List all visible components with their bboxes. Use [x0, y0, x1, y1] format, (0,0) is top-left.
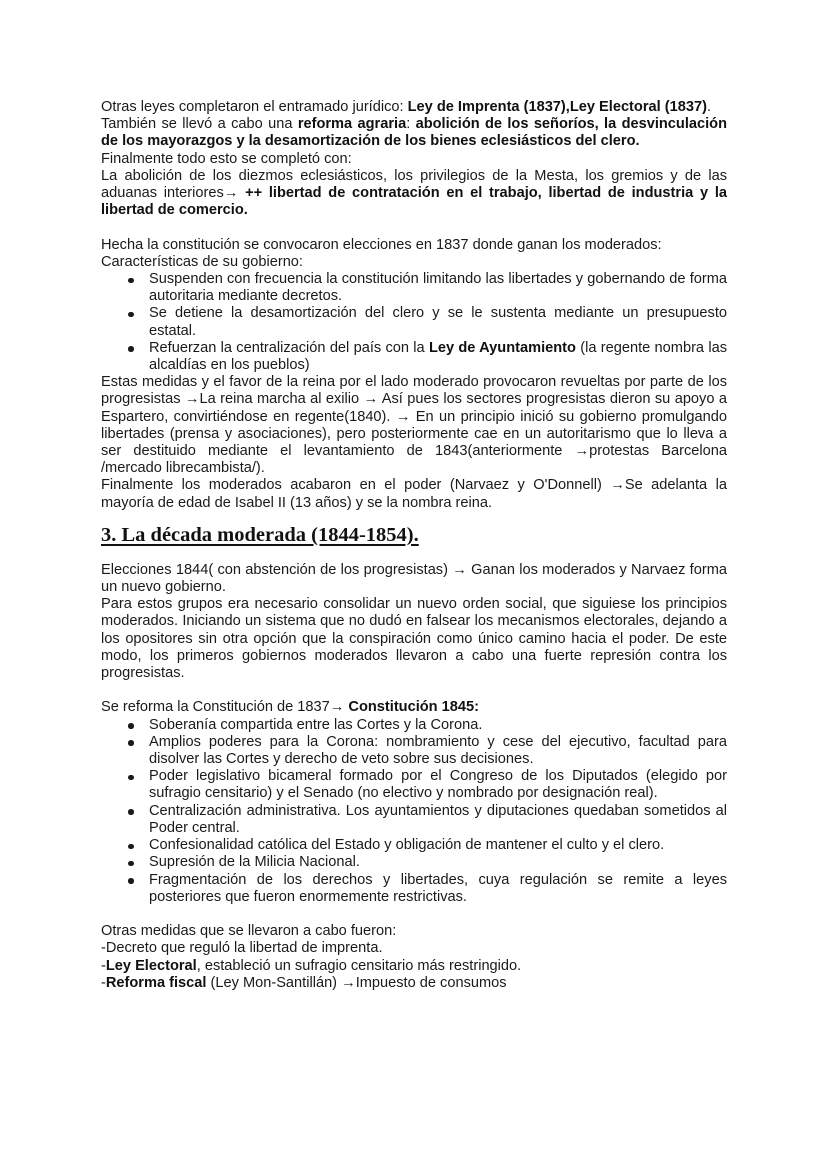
list-item: Se detiene la desamortización del clero y se le sustenta mediante un presupuesto estatal.: [101, 305, 727, 339]
bold-agrarian-reform: reforma agraria: [297, 116, 407, 133]
paragraph-espartero: Estas medidas y el favor de la reina por el lado moderado provocaron revueltas por parte de los progresistas →La reina marcha al exilio → Así pues los sectores progresistas dieron su apoyo a Espartero, convirtiéndose en regente(1840). → En un principio inició su gobierno promulgando libertades (prensa y asociaciones), pero posteriormente cae en un autoritarismo que lo lleva a ser destituido mediante el levantamiento de 1843(anteriormente →protestas Barcelona /mercado librecambista/).: [101, 374, 727, 477]
measure-item: -Reforma fiscal (Ley Mon-Santillán) →Impuesto de consumos: [101, 974, 507, 991]
list-item: Fragmentación de los derechos y libertades, cuya regulación se remite a leyes posteriores que fueron enormemente restrictivas.: [101, 872, 727, 906]
bold-freedoms: ++ libertad de contratación en el trabajo, libertad de industria y la libertad de comercio.: [101, 185, 727, 219]
section-heading: 3. La década moderada (1844-1854).: [101, 523, 419, 546]
paragraph-characteristics: Características de su gobierno:: [101, 253, 303, 270]
constitution-1845-list: [101, 717, 727, 906]
paragraph-elections-1837: Hecha la constitución se convocaron elecciones en 1837 donde ganan los moderados:: [101, 236, 662, 253]
list-item: Soberanía compartida entre las Cortes y la Corona.: [101, 717, 727, 734]
measure-item: -Ley Electoral, estableció un sufragio censitario más restringido.: [101, 957, 522, 974]
list-item: Refuerzan la centralización del país con la Ley de Ayuntamiento (la regente nombra las alcaldías en los pueblos): [101, 340, 727, 374]
list-item: Poder legislativo bicameral formado por el Congreso de los Diputados (elegido por sufragio censitario) y el Senado (no electivo y nombrado por designación real).: [101, 768, 727, 802]
spacer: [101, 906, 727, 923]
document-page: [101, 99, 727, 992]
bold-reforma-fiscal: Reforma fiscal: [105, 974, 207, 991]
paragraph-constitution-reform: Se reforma la Constitución de 1837→ Constitución 1845:: [101, 699, 479, 716]
spacer: [101, 219, 727, 236]
spacer: [101, 682, 727, 699]
list-item: Centralización administrativa. Los ayuntamientos y diputaciones quedaban sometidos al Poder central.: [101, 803, 727, 837]
paragraph-laws: Otras leyes completaron el entramado jurídico: Ley de Imprenta (1837),Ley Electoral (1837).: [101, 99, 711, 115]
bold-ley-electoral: Ley Electoral: [105, 957, 197, 974]
paragraph-abolition-tithes: La abolición de los diezmos eclesiásticos, los privilegios de la Mesta, los gremios y de las aduanas interiores→ ++ libertad de contratación en el trabajo, libertad de industria y la libertad de comercio.: [101, 167, 727, 219]
measure-item: -Decreto que reguló la libertad de imprenta.: [101, 940, 383, 957]
list-item: Confesionalidad católica del Estado y obligación de mantener el culto y el clero.: [101, 837, 727, 854]
paragraph-completed: Finalmente todo esto se completó con:: [101, 150, 352, 167]
bold-constitution-1845: Constitución 1845:: [348, 699, 479, 716]
bold-abolition: abolición de los señoríos, la desvinculación de los mayorazgos y la desamortización de los bienes eclesiásticos del clero.: [101, 116, 728, 150]
bold-laws: Ley de Imprenta (1837),Ley Electoral (1837): [407, 99, 707, 115]
paragraph-isabel-ii: Finalmente los moderados acabaron en el poder (Narvaez y O'Donnell) →Se adelanta la mayoría de edad de Isabel II (13 años) y se la nombra reina.: [101, 477, 727, 511]
list-item: Supresión de la Milicia Nacional.: [101, 854, 727, 871]
list-item: Amplios poderes para la Corona: nombramiento y cese del ejecutivo, facultad para disolver las Cortes y derecho de veto sobre sus decisiones.: [101, 734, 727, 768]
paragraph-other-measures: Otras medidas que se llevaron a cabo fueron:: [101, 923, 397, 940]
list-item: Suspenden con frecuencia la constitución limitando las libertades y gobernando de forma autoritaria mediante decretos.: [101, 271, 727, 305]
moderate-government-list: [101, 271, 727, 374]
paragraph-agrarian-reform: También se llevó a cabo una reforma agraria: abolición de los señoríos, la desvinculación de los mayorazgos y la desamortización de los bienes eclesiásticos del clero.: [101, 116, 728, 150]
bold-ley-ayuntamiento: Ley de Ayuntamiento: [428, 339, 576, 356]
paragraph-elections-1844: Elecciones 1844( con abstención de los progresistas) → Ganan los moderados y Narvaez forma un nuevo gobierno.: [101, 561, 727, 596]
paragraph-social-order: Para estos grupos era necesario consolidar un nuevo orden social, que siguiese los principios moderados. Iniciando un sistema que no dudó en falsear los mecanismos electorales, dejando a los opositores sin otra opción que la conspiración como único camino hacia el poder. De este modo, los primeros gobiernos moderados llevaron a cabo una fuerte represión contra los progresistas.: [101, 596, 727, 682]
